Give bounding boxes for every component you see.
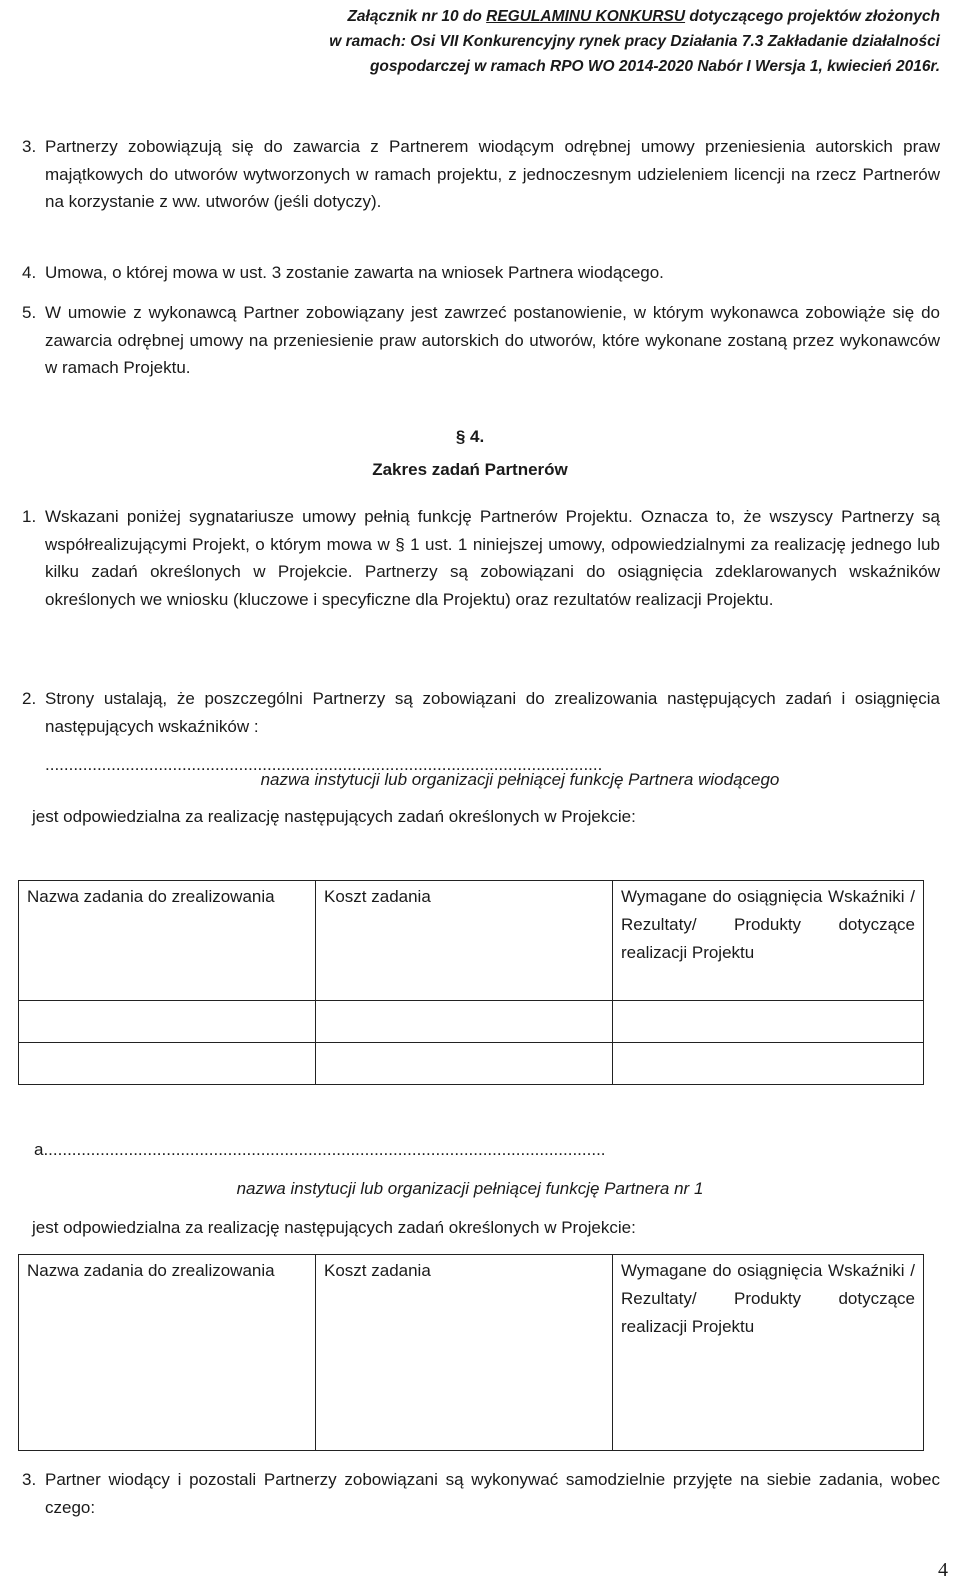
table-cell[interactable]: [613, 1043, 924, 1085]
table-cell[interactable]: [613, 1001, 924, 1043]
lead-partner-caption: nazwa instytucji lub organizacji pełniącej funkcję Partnera wiodącego: [260, 770, 780, 789]
header-line-2: w ramach: Osi VII Konkurencyjny rynek pracy Działania 7.3 Zakładanie działalności: [329, 33, 940, 50]
header-line-1: Załącznik nr 10 do REGULAMINU KONKURSU dotyczącego projektów złożonych: [347, 8, 940, 25]
list-number: 5.: [22, 303, 37, 322]
table-cell[interactable]: [19, 1001, 316, 1043]
list-item: Strony ustalają, że poszczególni Partnerzy są zobowiązani do zrealizowania następujących zadań i osiągnięcia następujących wskaźników :: [45, 689, 940, 736]
section-title: Zakres zadań Partnerów: [372, 460, 568, 479]
list-number: 3.: [22, 1470, 37, 1489]
list-item: Wskazani poniżej sygnatariusze umowy pełnią funkcję Partnerów Projektu. Oznacza to, że wszyscy Partnerzy są współrealizującymi Projekt, o którym mowa w § 1 ust. 1 niniejszej umowy, odpowiedzialnymi za realizację jednego lub kilku zadań określonych w Projekcie. Partnerzy są zobowiązani do osiągnięcia zdeklarowanych wskaźników określonych we wniosku (kluczowe i specyficzne dla Projektu) oraz rezultatów realizacji Projektu.: [45, 507, 940, 609]
partner1-caption: nazwa instytucji lub organizacji pełniącej funkcję Partnera nr 1: [236, 1179, 704, 1198]
lead-partner-dots: ......................................................................................................................: [45, 755, 603, 774]
header-indicators: Wymagane do osiągnięcia Wskaźniki / Rezultaty/ Produkty dotyczące realizacji Projektu: [613, 881, 924, 1001]
partner1-dots: a.......................................................................................................................: [34, 1140, 606, 1159]
list-number: 4.: [22, 263, 37, 282]
table-cell[interactable]: [316, 1043, 613, 1085]
partner1-statement: jest odpowiedzialna za realizację następujących zadań określonych w Projekcie:: [32, 1218, 636, 1237]
table-cell[interactable]: [19, 1043, 316, 1085]
lead-partner-tasks-table: [18, 880, 924, 1085]
table-cell[interactable]: [316, 1001, 613, 1043]
page-header: [200, 4, 940, 79]
list-item: W umowie z wykonawcą Partner zobowiązany jest zawrzeć postanowienie, w którym wykonawca zobowiąże się do zawarcia odrębnej umowy na przeniesienie praw autorskich do utworów, które wykonane zostaną przez wykonawców w ramach Projektu.: [45, 303, 940, 377]
lead-partner-statement: jest odpowiedzialna za realizację następujących zadań określonych w Projekcie:: [32, 807, 636, 826]
header-line-3: gospodarczej w ramach RPO WO 2014-2020 Nabór I Wersja 1, kwiecień 2016r.: [369, 58, 940, 75]
header-task-name: Nazwa zadania do zrealizowania: [19, 881, 316, 1001]
regulation-link[interactable]: REGULAMINU KONKURSU: [486, 8, 686, 25]
header-task-name: Nazwa zadania do zrealizowania: [19, 1255, 316, 1451]
list-item: Partner wiodący i pozostali Partnerzy zobowiązani są wykonywać samodzielnie przyjęte na siebie zadania, wobec czego:: [45, 1470, 940, 1517]
list-number: 2.: [22, 689, 37, 708]
list-number: 3.: [22, 137, 37, 156]
header-indicators: Wymagane do osiągnięcia Wskaźniki / Rezultaty/ Produkty dotyczące realizacji Projektu: [613, 1255, 924, 1451]
list-number: 1.: [22, 507, 37, 526]
list-item: Partnerzy zobowiązują się do zawarcia z Partnerem wiodącym odrębnej umowy przeniesienia autorskich praw majątkowych do utworów wytworzonych w ramach projektu, z jednoczesnym udzieleniem licencji na rzecz Partnerów na korzystanie z ww. utworów (jeśli dotyczy).: [45, 137, 940, 211]
header-task-cost: Koszt zadania: [316, 1255, 613, 1451]
header-task-cost: Koszt zadania: [316, 881, 613, 1001]
section-symbol: § 4.: [455, 427, 485, 446]
page-number: 4: [938, 1559, 948, 1581]
partner1-tasks-table: [18, 1254, 924, 1451]
list-item: Umowa, o której mowa w ust. 3 zostanie zawarta na wniosek Partnera wiodącego.: [45, 263, 664, 282]
